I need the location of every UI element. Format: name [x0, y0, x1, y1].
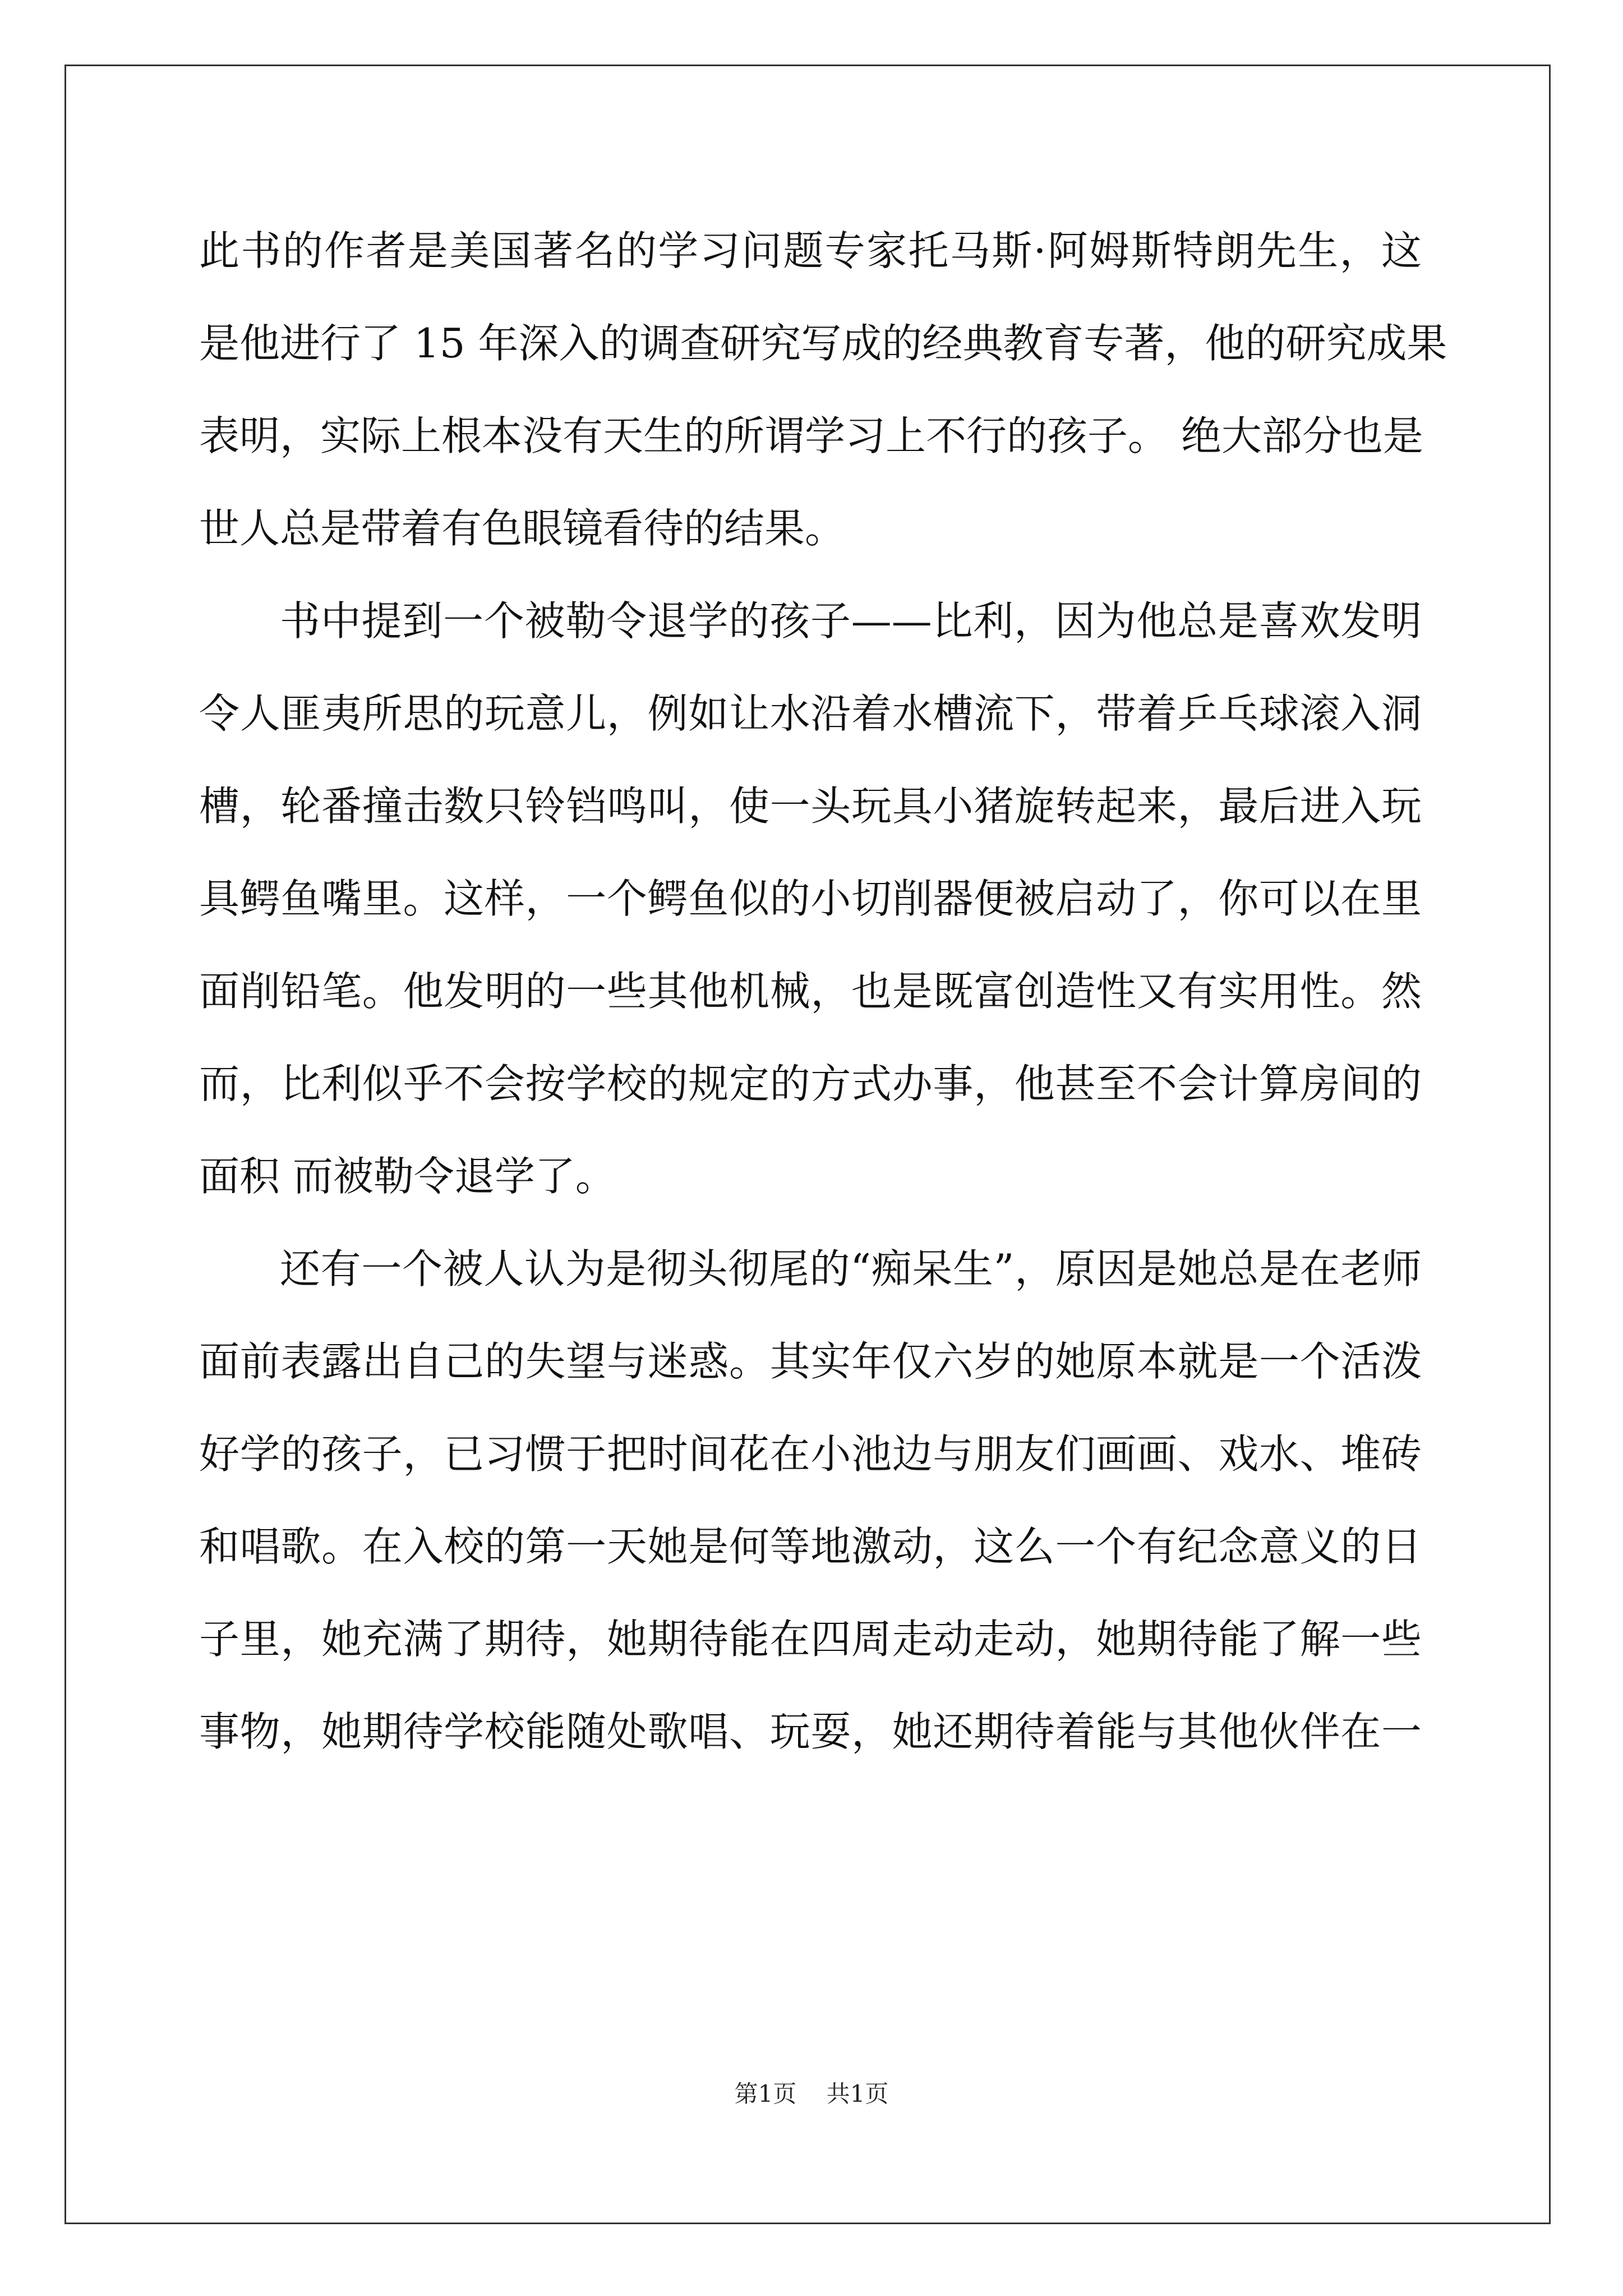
document-body	[199, 205, 1447, 1778]
page-total: 共1页	[826, 2080, 889, 2108]
text-line: 面削铅笔。他发明的一些其他机械，也是既富创造性又有实用性。然	[199, 968, 1422, 1015]
text-line: 此书的作者是美国著名的学习问题专家托马斯·阿姆斯特朗先生，这	[199, 227, 1422, 274]
text-line: 是他进行了 15 年深入的调查研究写成的经典教育专著，他的研究成果	[199, 320, 1447, 367]
text-line: 好学的孩子，已习惯于把时间花在小池边与朋友们画画、戏水、堆砖	[199, 1430, 1422, 1478]
text-line: 而，比利似乎不会按学校的规定的方式办事，他甚至不会计算房间的	[199, 1060, 1422, 1107]
text-line: 和唱歌。在入校的第一天她是何等地激动，这么一个有纪念意义的日	[199, 1523, 1422, 1570]
text-line: 表明，实际上根本没有天生的所谓学习上不行的孩子。 绝大部分也是	[199, 412, 1423, 459]
page-number: 第1页	[734, 2080, 797, 2108]
text-line: 世人总是带着有色眼镜看待的结果。	[199, 505, 846, 552]
page-footer	[0, 2076, 1623, 2109]
text-line: 书中提到一个被勒令退学的孩子——比利，因为他总是喜欢发明	[280, 597, 1422, 645]
text-line: 面前表露出自己的失望与迷惑。其实年仅六岁的她原本就是一个活泼	[199, 1338, 1422, 1385]
text-line: 子里，她充满了期待，她期待能在四周走动走动，她期待能了解一些	[199, 1616, 1422, 1663]
text-line: 还有一个被人认为是彻头彻尾的“痴呆生”，原因是她总是在老师	[280, 1245, 1422, 1292]
text-line: 具鳄鱼嘴里。这样，一个鳄鱼似的小切削器便被启动了，你可以在里	[199, 875, 1422, 922]
text-line: 令人匪夷所思的玩意儿，例如让水沿着水槽流下，带着乒乓球滚入洞	[199, 690, 1422, 737]
text-line: 槽，轮番撞击数只铃铛鸣叫，使一头玩具小猪旋转起来，最后进入玩	[199, 783, 1422, 830]
text-line: 事物，她期待学校能随处歌唱、玩耍，她还期待着能与其他伙伴在一	[199, 1708, 1422, 1755]
text-line: 面积 而被勒令退学了。	[199, 1153, 616, 1200]
